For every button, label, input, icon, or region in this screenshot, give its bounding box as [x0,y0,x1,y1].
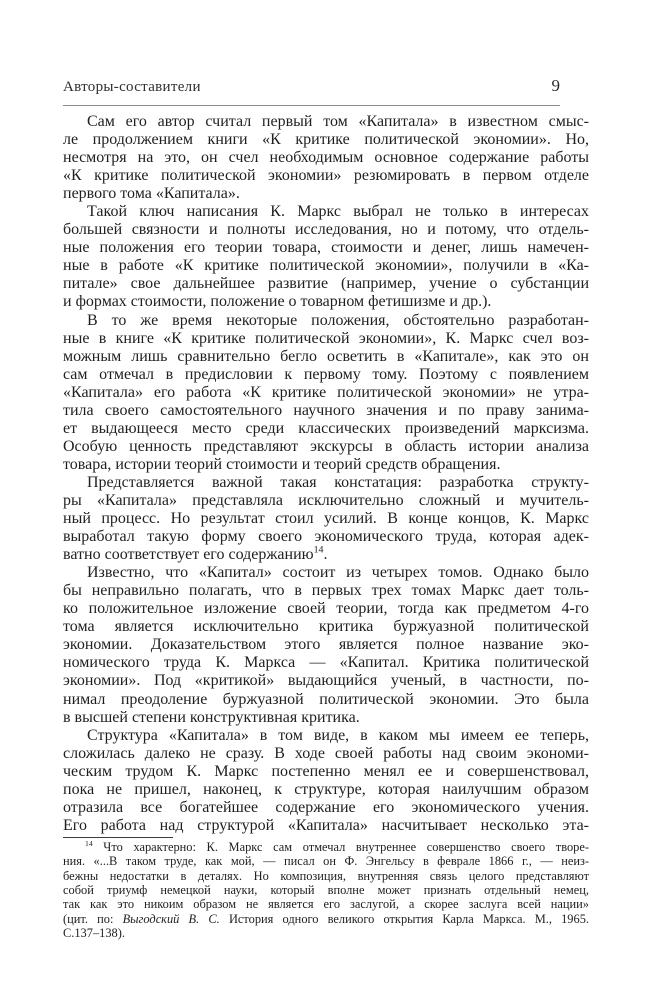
text-line [63,348,589,366]
text-segment: несмотря на это, он счел необходимым основное содержание работы [63,149,589,167]
text-segment: товара, истории теорий стоимости и теорий средств обращения. [63,455,501,473]
text-segment: первого тома «Капитала». [63,185,240,203]
text-segment: История одного великого открытия Карла Маркса. М., 1965. [219,911,589,926]
text-line [63,221,589,239]
text-line [63,840,589,854]
text-line [63,564,589,582]
text-segment: ный процесс. Но результат стоил усилий. В конце концов, К. Маркс [63,510,589,528]
text-line [63,149,589,167]
italic-text: Выгодский В. С. [122,911,220,926]
page-body [63,113,589,835]
text-line [63,654,589,672]
text-line [63,912,589,926]
text-segment: бежны недостатки в деталях. Но композиция, внутренняя связь целого представляют [63,868,589,883]
text-segment: бы неправильно полагать, что в первых трех томах Маркс дает толь- [63,582,589,600]
text-line [63,293,589,311]
text-segment: пока не пришел, наконец, к структуре, которая наилучшим образом [63,780,589,798]
text-line [63,799,589,817]
text-line [63,275,589,293]
footnote-ref: 14 [313,544,324,556]
text-line [63,257,589,275]
text-line [63,709,589,727]
text-line [63,366,589,384]
text-segment: Что характерно: К. Маркс сам отмечал внутреннее совершенство своего творе- [92,839,589,854]
text-segment: ле продолжением книги «К критике политической экономии». Но, [63,131,589,149]
text-segment: ные в книге «К критике политической экономии», К. Маркс счел воз- [63,329,589,347]
text-line [63,883,589,897]
text-line [63,854,589,868]
text-segment: ры «Капитала» представляла исключительно сложный и мучитель- [63,491,589,509]
text-line [63,185,589,203]
text-segment: так как это никоим образом не является его заслугой, а скорее заслуга всей нации» [63,897,589,912]
text-line [63,239,589,257]
text-line [63,817,589,835]
text-segment: ческим трудом К. Маркс постепенно менял ее и совершенствовал, [63,762,589,780]
text-segment: тома является исключительно критика буржуазной политической [63,618,589,636]
text-segment: и формах стоимости, положение о товарном фетишизме и др.). [63,293,492,311]
text-line [63,492,589,510]
text-line [63,869,589,883]
text-segment: питале» свое дальнейшее развитие (например, учение о субстанции [63,275,589,293]
text-line [63,636,589,654]
text-line [63,131,589,149]
text-line [63,727,589,745]
text-line [63,582,589,600]
text-segment: в высшей степени конструктивная критика. [63,708,360,726]
text-line [63,420,589,438]
text-segment: номического труда К. Маркса — «Капитал. Критика политической [63,654,589,672]
text-line [63,113,589,131]
text-line [63,384,589,402]
text-line [63,474,589,492]
text-segment: . [323,546,328,564]
text-line [63,897,589,911]
text-segment: отразила все богатейшее содержание его экономического учения. [63,798,589,816]
page-number: 9 [551,76,560,95]
text-line [63,438,589,456]
text-segment: Представляется важной такая констатация: разработка структу- [87,473,589,491]
text-line [63,330,589,348]
text-segment: Особую ценность представляют экскурсы в область истории анализа [63,437,589,455]
text-segment: ния. «...В таком труде, как мой, — писал он Ф. Энгельсу в феврале 1866 г., — неиз- [63,854,589,869]
text-segment: ные в работе «К критике политической экономии», получили в «Ка- [63,257,589,275]
text-segment: (цит. по: [63,911,123,926]
text-segment: ет выдающееся место среди классических произведений марксизма. [63,419,589,437]
text-line [63,546,589,564]
text-line [63,691,589,709]
text-segment: Сам его автор считал первый том «Капитала» в известном смыс- [87,113,589,130]
page-content [63,76,589,940]
text-segment: сложилась далеко не сразу. В ходе своей работы над своим экономи- [63,744,589,762]
text-line [63,402,589,420]
text-segment: ные положения его теории товара, стоимости и денег, лишь намечен- [63,239,589,257]
text-line [63,456,589,474]
text-line [63,781,589,799]
text-segment: тила своего самостоятельного научного значения и по праву занима- [63,401,589,419]
text-segment: Такой ключ написания К. Маркс выбрал не только в интересах [87,203,589,221]
text-line [63,600,589,618]
text-line [63,167,589,185]
text-segment: «К критике политической экономии» резюмировать в первом отделе [63,167,589,185]
text-line [63,926,589,940]
text-segment: ватно соответствует его содержанию [63,546,314,564]
text-segment: В то же время некоторые положения, обстоятельно разработан- [87,311,589,329]
text-segment: большей связности и полноты исследования, но и потому, что отдель- [63,221,589,239]
text-line [63,203,589,221]
text-segment: нимал преодоление буржуазной политической экономии. Это была [63,690,589,708]
text-segment: ко положительное изложение своей теории, тогда как предметом 4-го [63,600,589,618]
text-segment: Известно, что «Капитал» состоит из четырех томов. Однако было [87,564,589,582]
text-line [63,763,589,781]
text-line [63,672,589,690]
page-header [63,76,560,106]
text-segment: экономии». Под «критикой» выдающийся ученый, в частности, по- [63,672,589,690]
text-segment: можным лишь сравнительно бегло осветить в «Капитале», как это он [63,347,589,365]
text-segment: «Капитала» его работа «К критике политической экономии» не утра- [63,383,589,401]
text-line [63,528,589,546]
running-title: Авторы-составители [63,79,201,95]
footnote-divider [63,837,173,838]
text-segment: собой триумф немецкой науки, который вполне может признать отдельный немец, [63,882,589,897]
text-segment: экономии. Доказательством этого является полное название эко- [63,636,589,654]
text-line [63,510,589,528]
text-line [63,618,589,636]
text-segment: Его работа над структурой «Капитала» насчитывает несколько эта- [63,816,589,834]
text-segment: выработал такую форму своего экономического труда, которая адек- [63,528,589,546]
text-segment: сам отмечал в предисловии к первому тому. Поэтому с появлением [63,365,589,383]
text-line [63,312,589,330]
text-segment: Структура «Капитала» в том виде, в каком мы имеем ее теперь, [87,726,589,744]
footnote [63,840,589,940]
text-segment: С.137–138). [63,925,125,940]
footnote-ref: 14 [85,838,93,848]
text-line [63,745,589,763]
